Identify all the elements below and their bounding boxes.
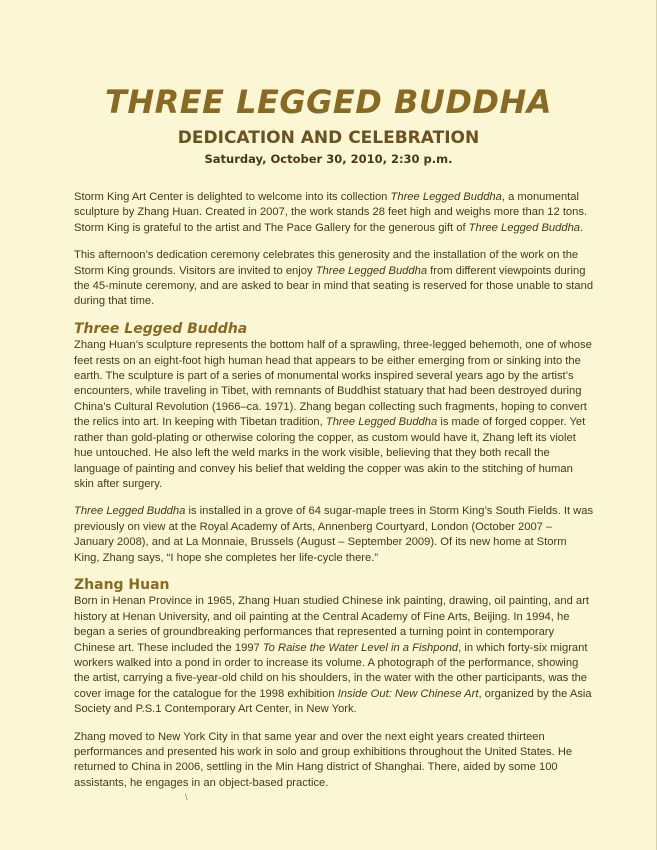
artist-paragraph-1: Born in Henan Province in 1965, Zhang Huan studied Chinese ink painting, drawing, oil painting, and art history at Henan University, and oil painting at the Central Academy of Fine Arts, Beijing. In 1994, he began a series of groundbreaking performances that represented a turning point in contemporary Chinese art. These included the 1997 To Raise the Water Level in a Fishpond, in which forty-six migrant workers walked into a pond in order to increase its volume. A photograph of the performance, showing the artist, carrying a five-year-old child on his shoulders, in the water with the other participants, was the cover image for the catalogue for the 1998 exhibition Inside Out: New Chinese Art, organized by the Asia Society and P.S.1 Contemporary Art Center, in New York. [74,595,592,716]
event-date: Saturday, October 30, 2010, 2:30 p.m. [204,152,453,166]
stray-mark: \ [185,792,188,802]
artist-paragraph-2: Zhang moved to New York City in that same year and over the next eight years created thirteen performances and presented his work in solo and group exhibitions throughout the United States. He returned to China in 2006, settling in the Min Hang district of Shanghai. There, aided by some 100 assistants, he engages in an object-based practice. [74,730,573,789]
section-heading-artist: Zhang Huan [74,576,170,593]
sculpture-paragraph-1: Zhang Huan’s sculpture represents the bottom half of a sprawling, three-legged behemoth, one of whose feet rests on an eight-foot high human head that appears to be either emerging from or sinking into the earth. The sculpture is part of a series of monumental works inspired several years ago by the artist’s encounters, while traveling in Tibet, with remnants of Buddhist statuary that had been destroyed during China’s Cultural Revolution (1966–ca. 1971). Zhang began collecting such fragments, hoping to convert the relics into art. In keeping with Tibetan tradition, Three Legged Buddha is made of forged copper. Yet rather than gold-plating or otherwise coloring the copper, as custom would have it, Zhang left its violet hue untouched. He also left the weld marks in the work visible, believing that they both recall the language of painting and convey his belief that welding the copper was akin to the stitching of human skin after surgery. [74,339,592,490]
intro-paragraph-1: Storm King Art Center is delighted to welcome into its collection Three Legged Buddha, a monumental sculpture by Zhang Huan. Created in 2007, the work stands 28 feet high and weighs more than 12 tons. Storm King is grateful to the artist and The Pace Gallery for the generous gift of Three Legged Buddha. [74,191,588,234]
section-heading-sculpture: Three Legged Buddha [74,320,248,337]
sculpture-paragraph-2: Three Legged Buddha is installed in a grove of 64 sugar-maple trees in Storm King’s South Fields. It was previously on view at the Royal Academy of Arts, Annenberg Courtyard, London (October 2007 – January 2008), and at La Monnaie, Brussels (August – September 2009). Of its new home at Storm King, Zhang says, “I hope she completes her life-cycle there.” [74,505,594,564]
document-body [74,190,594,803]
intro-paragraph-2: This afternoon’s dedication ceremony celebrates this generosity and the installation of the work on the Storm King grounds. Visitors are invited to enjoy Three Legged Buddha from different viewpoints during the 45-minute ceremony, and are asked to bear in mind that seating is reserved for those unable to stand during that time. [74,249,594,308]
page-subtitle: DEDICATION AND CELEBRATION [177,128,480,148]
page-title: THREE LEGGED BUDDHA [105,83,552,121]
